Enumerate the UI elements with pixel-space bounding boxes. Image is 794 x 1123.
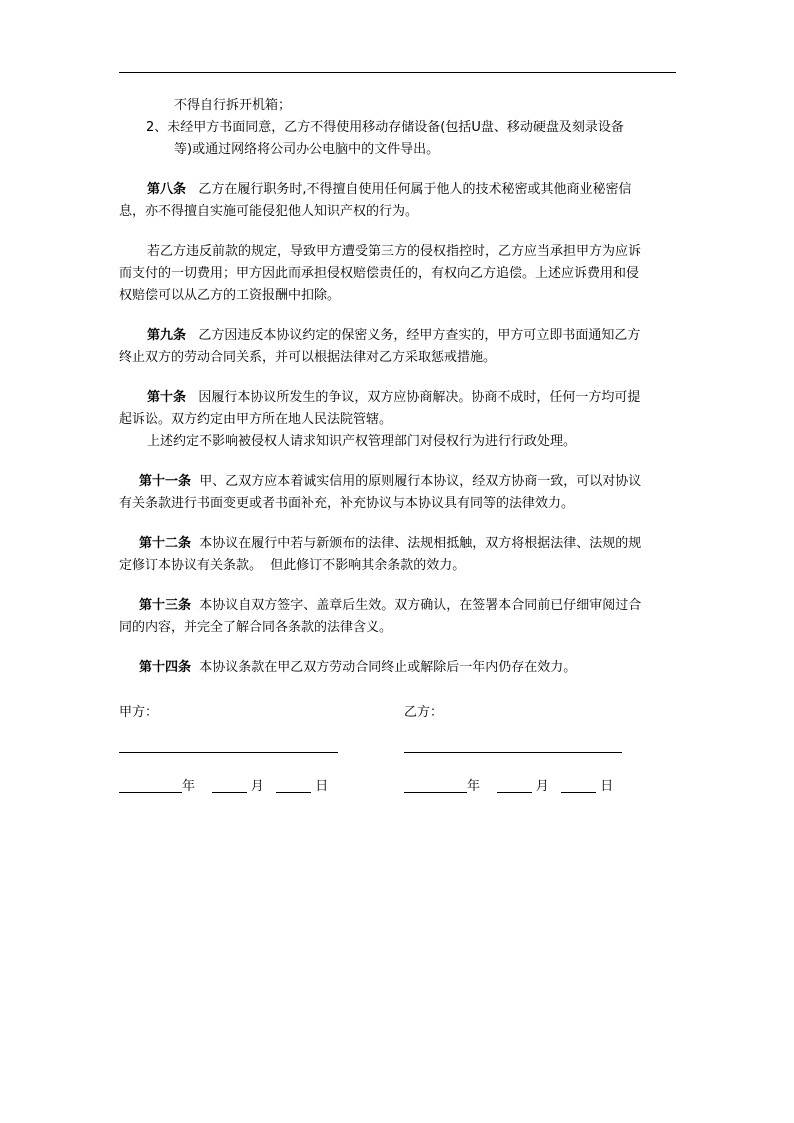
party-a-month-label: 月: [250, 779, 264, 794]
article-13-line1: 本协议自双方签字、盖章后生效。双方确认，在签署本合同前已仔细审阅过合: [199, 598, 642, 613]
article-8-title: 第八条: [147, 182, 187, 197]
party-b-date: [404, 775, 613, 794]
list-item-2-continued: 等)或通过网络将公司办公电脑中的文件导出。: [174, 142, 440, 157]
list-item-2: 2、未经甲方书面同意，乙方不得使用移动存储设备(包括U盘、移动硬盘及刻录设备: [146, 120, 624, 135]
article-8-line2: 息，亦不得擅自实施可能侵犯他人知识产权的行为。: [119, 204, 419, 219]
article-12: [119, 533, 676, 555]
party-a-year-blank[interactable]: [119, 778, 182, 793]
article-8-extra-line3: 权赔偿可以从乙方的工资报酬中扣除。: [119, 288, 341, 303]
article-9-line1: 乙方因违反本协议约定的保密义务，经甲方查实的，甲方可立即书面通知乙方: [198, 328, 641, 343]
party-b-label: 乙方：: [404, 705, 444, 720]
article-10-line1: 因履行本协议所发生的争议，双方应协商解决。协商不成时，任何一方均可提: [198, 390, 641, 405]
article-14-line1: 本协议条款在甲乙双方劳动合同终止或解除后一年内仍存在效力。: [199, 660, 577, 675]
article-13-title: 第十三条: [139, 598, 192, 613]
article-13: [119, 595, 676, 617]
party-b-day-label: 日: [600, 779, 614, 794]
article-12-title: 第十二条: [139, 536, 192, 551]
article-10-title: 第十条: [147, 390, 187, 405]
party-b-month-blank[interactable]: [497, 778, 532, 793]
article-10-line2: 起诉讼。双方约定由甲方所在地人民法院管辖。: [119, 412, 393, 427]
article-10: [119, 387, 676, 409]
party-b-day-blank[interactable]: [561, 778, 596, 793]
party-a-month-blank[interactable]: [212, 778, 247, 793]
party-a-day-label: 日: [315, 779, 329, 794]
article-11-line1: 甲、乙双方应本着诚实信用的原则履行本协议，经双方协商一致，可以对协议: [199, 474, 642, 489]
article-8-extra-line2: 而支付的一切费用；甲方因此而承担侵权赔偿责任的，有权向乙方追偿。上述应诉费用和侵: [119, 266, 640, 281]
article-12-line2: 定修订本协议有关条款。 但此修订不影响其余条款的效力。: [119, 558, 466, 573]
article-9-title: 第九条: [147, 328, 187, 343]
header-rule: [119, 72, 676, 73]
party-a-label: 甲方：: [119, 705, 159, 720]
article-11-line2: 有关条款进行书面变更或者书面补充，补充协议与本协议具有同等的法律效力。: [119, 496, 575, 511]
article-10-line3: 上述约定不影响被侵权人请求知识产权管理部门对侵权行为进行行政处理。: [147, 434, 577, 449]
article-8-line1: 乙方在履行职务时,不得擅自使用任何属于他人的技术秘密或其他商业秘密信: [198, 182, 632, 197]
article-8-extra-line1: 若乙方违反前款的规定，导致甲方遭受第三方的侵权指控时，乙方应当承担甲方为应诉: [147, 244, 642, 259]
article-14-title: 第十四条: [139, 660, 192, 675]
party-b-signature-line[interactable]: [404, 752, 622, 753]
article-11: [119, 471, 676, 493]
party-b-month-label: 月: [535, 779, 549, 794]
article-9-line2: 终止双方的劳动合同关系，并可以根据法律对乙方采取惩戒措施。: [119, 350, 497, 365]
party-a-year-label: 年: [182, 779, 196, 794]
document-body: [119, 95, 676, 679]
article-14: [119, 657, 676, 679]
article-11-title: 第十一条: [139, 474, 192, 489]
party-b-year-label: 年: [467, 779, 481, 794]
article-8: [119, 179, 676, 201]
party-a-signature-line[interactable]: [119, 752, 338, 753]
article-13-line2: 同的内容，并完全了解合同各条款的法律含义。: [119, 620, 393, 635]
party-a-day-blank[interactable]: [276, 778, 311, 793]
article-12-line1: 本协议在履行中若与新颁布的法律、法规相抵触，双方将根据法律、法规的规: [199, 536, 642, 551]
party-a-date: [119, 775, 328, 794]
list-item-continued: 不得自行拆开机箱；: [174, 98, 292, 113]
party-b-year-blank[interactable]: [404, 778, 467, 793]
article-9: [119, 325, 676, 347]
